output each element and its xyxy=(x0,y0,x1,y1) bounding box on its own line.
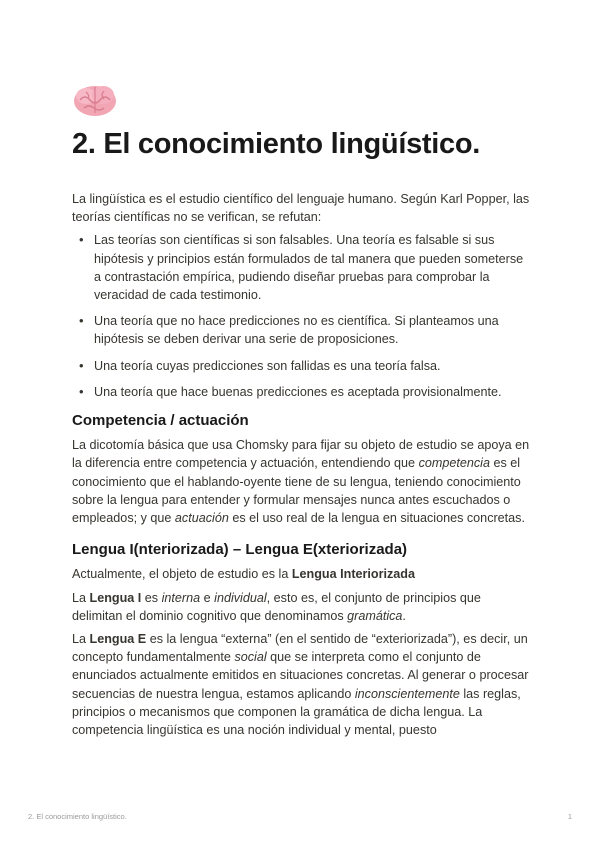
section-heading-lengua: Lengua I(nteriorizada) – Lengua E(xteriorizada) xyxy=(72,541,408,559)
popper-criteria-list xyxy=(72,231,532,401)
document-body xyxy=(72,190,532,744)
list-item: • Las teorías son científicas si son falsables. Una teoría es falsable si sus hipótesis y principios están formulados de tal manera que pueden someterse a contrastación empírica, pudiendo diseñar pruebas para comprobar la veracidad de cada testimonio. xyxy=(94,231,532,304)
lengua-i-paragraph: La Lengua I es interna e individual, esto es, el conjunto de principios que delimitan el dominio cognitivo que denominamos gramática. xyxy=(72,590,481,623)
list-item: • Una teoría que no hace predicciones no es científica. Si planteamos una hipótesis se deben derivar una serie de proposiciones. xyxy=(94,312,532,348)
page-title: 2. El conocimiento lingüístico. xyxy=(72,128,481,160)
intro-paragraph: La lingüística es el estudio científico del lenguaje humano. Según Karl Popper, las teorías científicas no se verifican, se refutan: xyxy=(72,192,530,225)
page-number: 1 xyxy=(567,812,572,821)
brain-icon xyxy=(72,80,118,120)
lengua-intro-paragraph: Actualmente, el objeto de estudio es la Lengua Interiorizada xyxy=(72,567,416,582)
lengua-e-paragraph: La Lengua E es la lengua “externa” (en el sentido de “exteriorizada”), es decir, un concepto fundamentalmente social que se interpreta como el conjunto de enunciados actualmente emitidos en situaciones concretas. Al generar o procesar secuencias de nuestra lengua, estamos aplicando inconscientemente las reglas, principios o mecanismos que componen la gramática de dicha lengua. La competencia lingüística es una noción individual y mental, puesto xyxy=(72,632,529,738)
footer-title: 2. El conocimiento lingüístico. xyxy=(28,812,127,821)
section-heading-competencia: Competencia / actuación xyxy=(72,412,249,430)
list-item: • Una teoría cuyas predicciones son fallidas es una teoría falsa. xyxy=(94,357,532,375)
competencia-paragraph: La dicotomía básica que usa Chomsky para fijar su objeto de estudio se apoya en la diferencia entre competencia y actuación, entendiendo que competencia es el conocimiento que el hablando-oyente tiene de su lengua, teniendo conocimiento sobre la lengua para entender y formular mensajes nunca antes escuchados o empleados; y que actuación es el uso real de la lengua en situaciones concretas. xyxy=(72,438,530,526)
page-footer xyxy=(28,812,572,821)
list-item: • Una teoría que hace buenas predicciones es aceptada provisionalmente. xyxy=(94,383,532,401)
